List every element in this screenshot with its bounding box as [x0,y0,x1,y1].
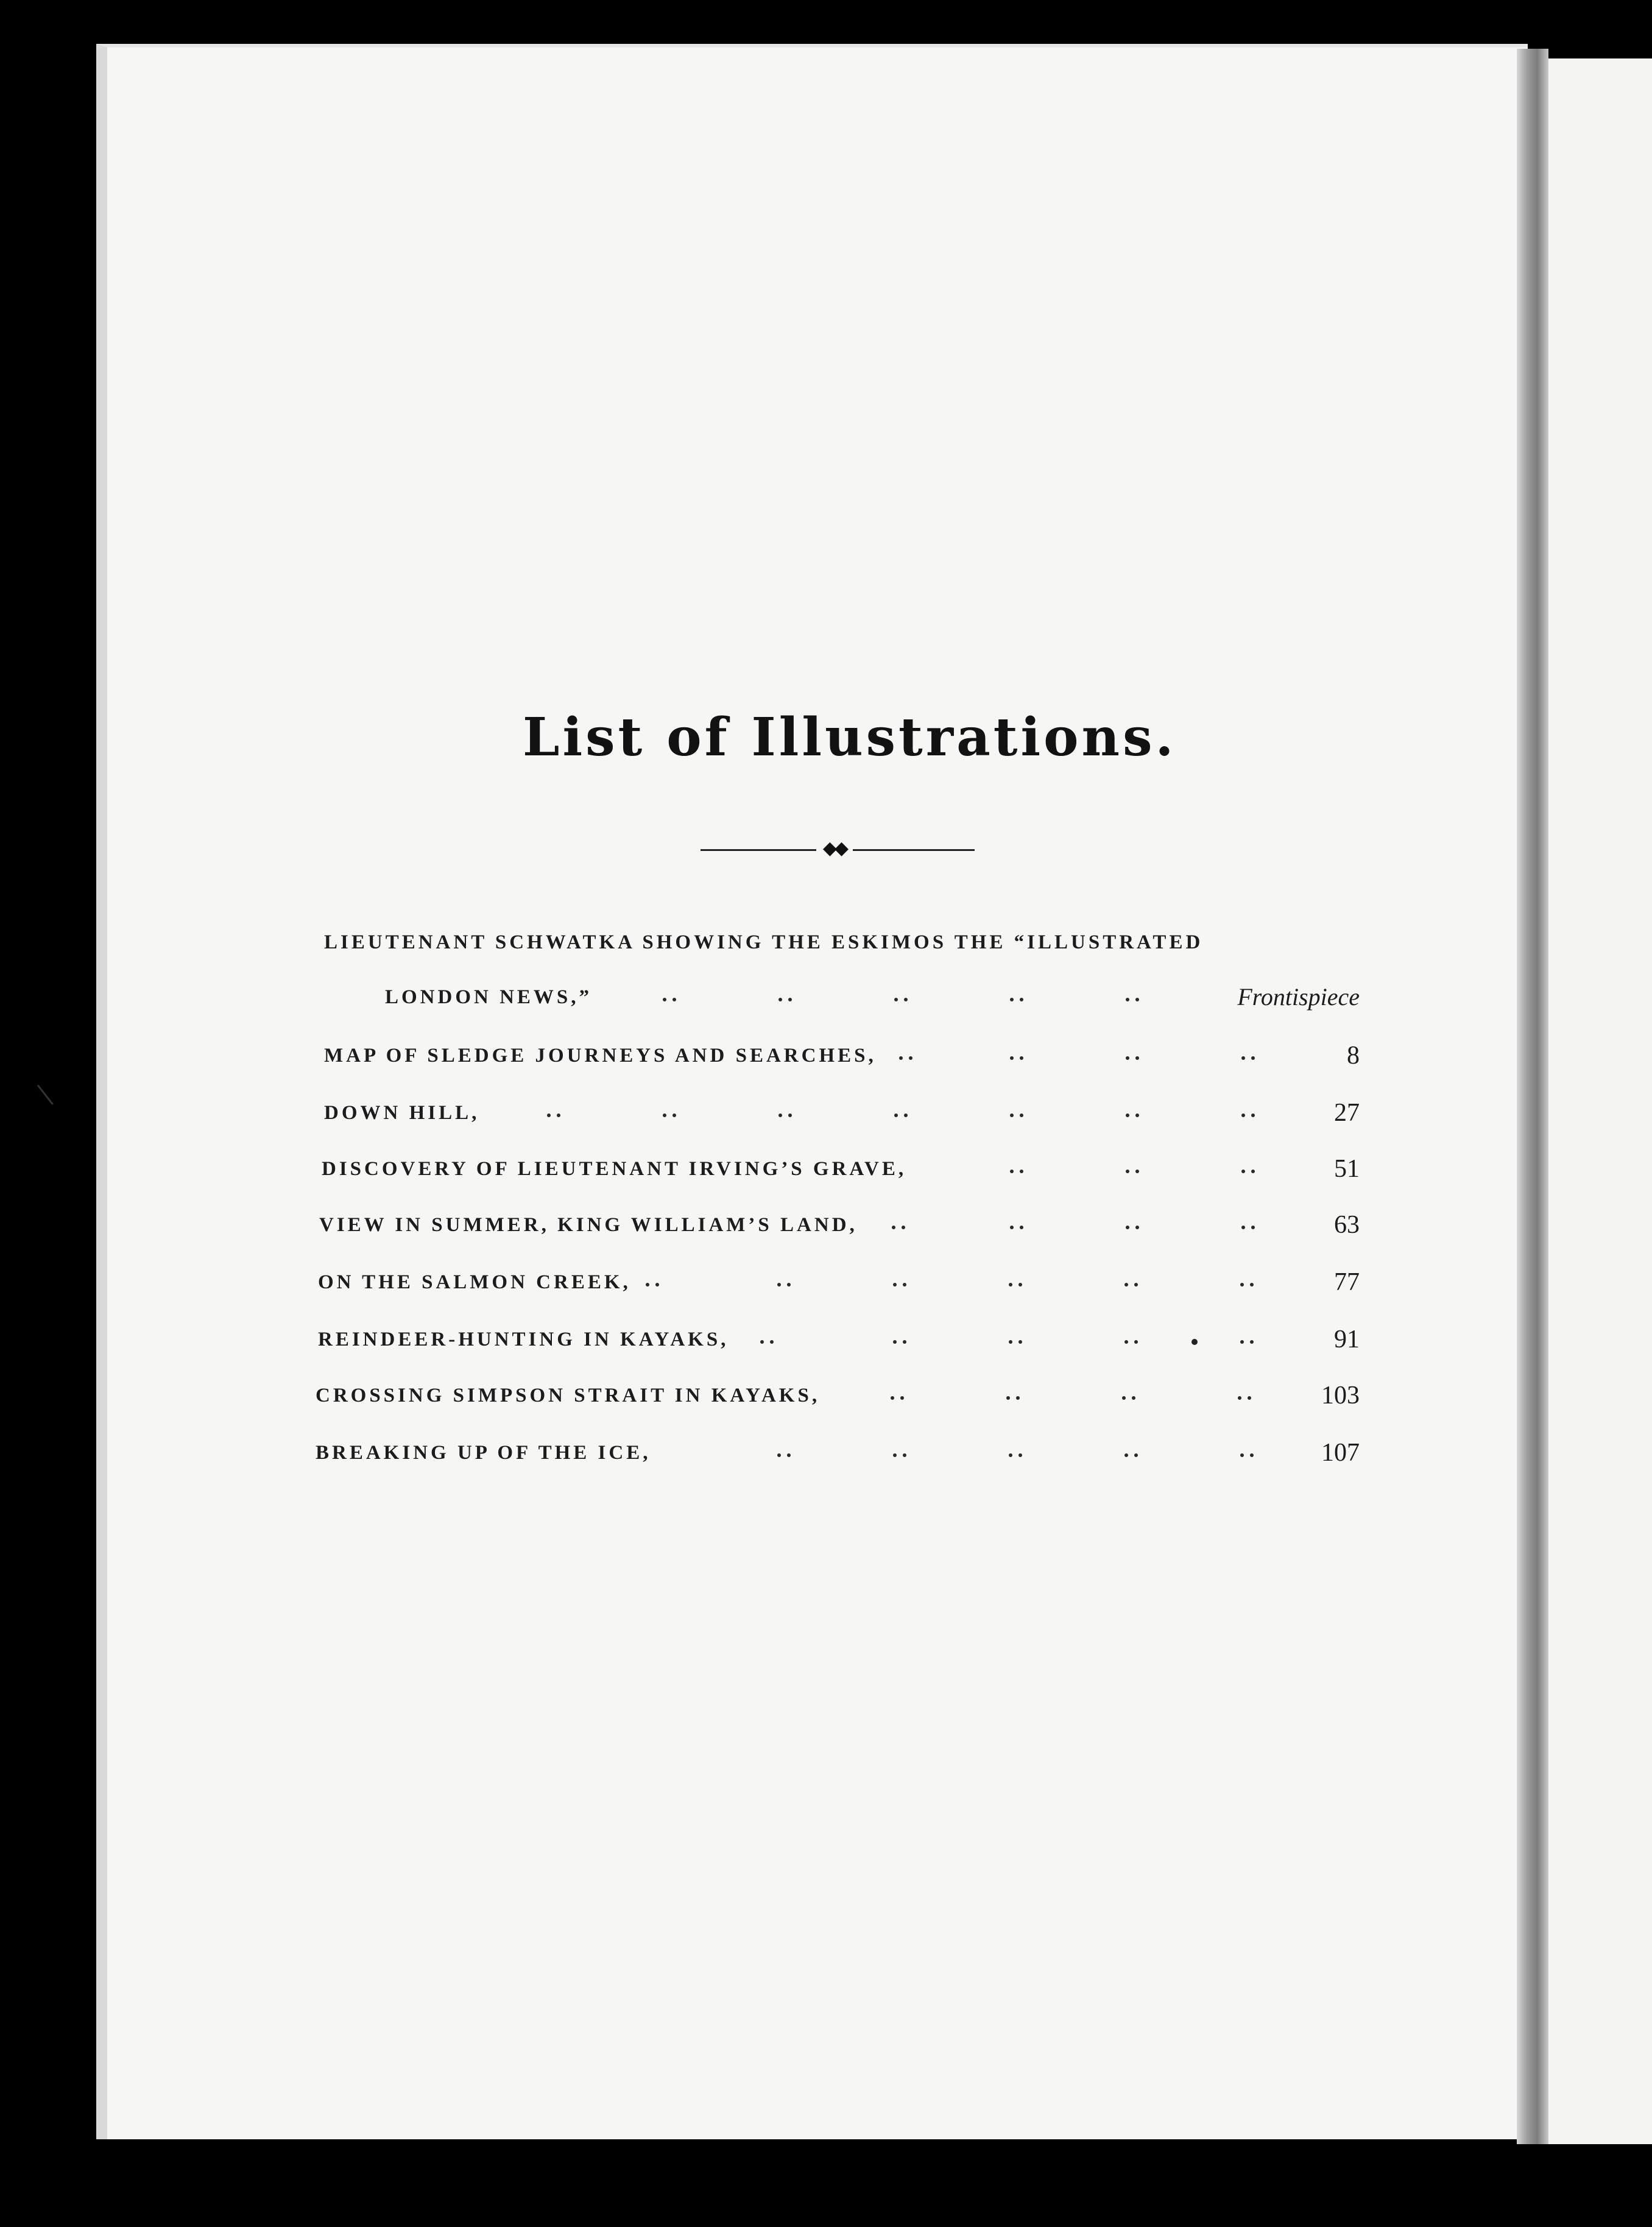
list-item [318,1318,1360,1361]
list-item [318,1261,1360,1304]
dot-leader [1241,1170,1257,1173]
dot-leader [1010,998,1026,1001]
dot-leader [1238,1396,1254,1400]
dot-leader [1241,1226,1257,1229]
dot-leader [1124,1340,1140,1344]
entry-title: DISCOVERY OF LIEUTENANT IRVING’S GRAVE, [322,1158,907,1180]
entry-page: 91 [1334,1325,1360,1353]
dot-leader [1010,1056,1026,1060]
dot-leader [547,1114,563,1117]
dot-leader [1241,1114,1257,1117]
dot-leader [1006,1396,1022,1400]
list-item [385,976,1360,1018]
dot-leader [1124,1283,1140,1286]
dot-leader [1241,1056,1257,1060]
list-item [324,921,1272,964]
entry-title: LIEUTENANT SCHWATKA SHOWING THE ESKIMOS THE “ILLUSTRATED [324,931,1204,953]
entry-title: REINDEER-HUNTING IN KAYAKS, [318,1329,729,1350]
dot-leader [1010,1114,1026,1117]
dot-leader [892,1226,908,1229]
list-item [322,1148,1360,1190]
entry-title: LONDON NEWS,” [385,986,593,1008]
entry-page: 8 [1347,1042,1360,1070]
dot-leader [894,998,910,1001]
dot-leader [1240,1283,1256,1286]
dot-leader [1009,1340,1025,1344]
entry-title: MAP OF SLEDGE JOURNEYS AND SEARCHES, [324,1045,877,1067]
dot-leader [1009,1283,1025,1286]
dot-leader [663,1114,679,1117]
entry-title: ON THE SALMON CREEK, [318,1271,631,1293]
list-item [316,1374,1360,1417]
entry-page: Frontispiece [1237,983,1360,1011]
ink-speck [1191,1339,1198,1345]
page-title: List of Illustrations. [523,707,1177,768]
dot-leader [893,1283,909,1286]
dot-leader [777,1283,793,1286]
entry-page: 103 [1321,1382,1360,1410]
dot-leader [1126,1226,1142,1229]
entry-title: VIEW IN SUMMER, KING WILLIAM’S LAND, [319,1214,858,1236]
dot-leader [1240,1340,1256,1344]
dot-leader [760,1340,776,1344]
list-item [324,1092,1360,1134]
list-item [319,1204,1360,1246]
dot-leader [893,1340,909,1344]
dot-leader [891,1396,906,1400]
list-item [316,1431,1360,1474]
dot-leader [1126,1056,1142,1060]
dot-leader [1009,1453,1025,1457]
entry-title: DOWN HILL, [324,1102,480,1124]
entry-title: CROSSING SIMPSON STRAIT IN KAYAKS, [316,1385,821,1406]
list-item [324,1034,1360,1077]
dot-leader [1010,1226,1026,1229]
dot-leader [893,1453,909,1457]
ornament-icon: ◆◆ [816,837,853,860]
entry-page: 27 [1334,1099,1360,1127]
entry-title: BREAKING UP OF THE ICE, [316,1442,651,1464]
dot-leader [1126,998,1142,1001]
dot-leader [1124,1453,1140,1457]
dot-leader [1126,1114,1142,1117]
dot-leader [1122,1396,1138,1400]
dot-leader [646,1283,662,1286]
entry-page: 77 [1334,1268,1360,1296]
dot-leader [663,998,679,1001]
dot-leader [894,1114,910,1117]
dot-leader [1126,1170,1142,1173]
dot-leader [778,1114,794,1117]
entry-page: 107 [1321,1439,1360,1467]
dot-leader [1240,1453,1256,1457]
dot-leader [777,1453,793,1457]
dot-leader [1010,1170,1026,1173]
entry-page: 51 [1334,1155,1360,1183]
entry-page: 63 [1334,1211,1360,1239]
dot-leader [899,1056,915,1060]
dot-leader [778,998,794,1001]
